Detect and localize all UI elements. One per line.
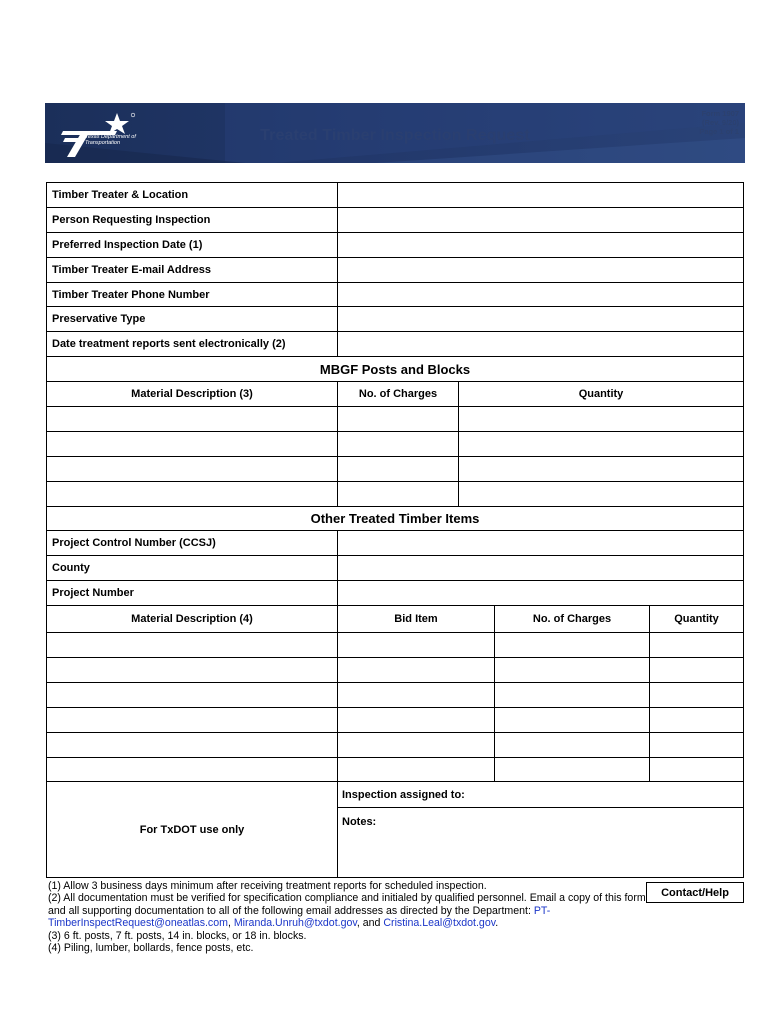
material-description-input[interactable] — [47, 633, 337, 657]
other-column-headers — [47, 606, 743, 633]
footnote-4: (4) Piling, lumber, bollards, fence posts, etc. — [48, 942, 254, 955]
email-link-oneatlas[interactable]: PT-TimberInspectRequest@oneatlas.com — [48, 904, 551, 930]
contact-help-button[interactable]: Contact/Help — [646, 882, 744, 903]
charges-input[interactable] — [337, 482, 458, 506]
charges-input[interactable] — [494, 758, 649, 782]
field-row-reports-date — [47, 332, 743, 357]
material-description-input[interactable] — [47, 708, 337, 732]
material-description-input[interactable] — [47, 683, 337, 707]
table-row — [47, 432, 743, 457]
quantity-input[interactable] — [458, 457, 743, 481]
inspection-date-input[interactable] — [337, 233, 743, 257]
charges-input[interactable] — [337, 407, 458, 431]
quantity-input[interactable] — [649, 633, 743, 657]
column-header: Quantity — [458, 382, 743, 406]
quantity-input[interactable] — [649, 658, 743, 682]
field-label: Project Number — [52, 587, 134, 600]
table-row — [47, 683, 743, 708]
field-label: Person Requesting Inspection — [52, 213, 211, 226]
reports-date-input[interactable] — [337, 332, 743, 356]
material-description-input[interactable] — [47, 432, 337, 456]
inspection-assigned-label: Inspection assigned to: — [342, 788, 465, 801]
email-link-unruh[interactable]: Miranda.Unruh@txdot.gov — [233, 917, 357, 930]
footnote-2 — [48, 892, 648, 929]
section-header-other — [47, 507, 743, 532]
field-row-person-requesting — [47, 208, 743, 233]
table-row — [47, 658, 743, 683]
quantity-input[interactable] — [458, 482, 743, 506]
field-row-email — [47, 258, 743, 283]
txdot-use-label: For TxDOT use only — [139, 823, 245, 836]
header-banner — [45, 103, 745, 163]
section-title: MBGF Posts and Blocks — [319, 361, 471, 377]
form-revision: (Rev. 9/20) — [702, 118, 739, 127]
county-input[interactable] — [337, 556, 743, 580]
table-row — [47, 482, 743, 507]
table-row — [47, 633, 743, 658]
table-row — [47, 407, 743, 432]
charges-input[interactable] — [494, 658, 649, 682]
quantity-input[interactable] — [649, 733, 743, 757]
charges-input[interactable] — [494, 708, 649, 732]
table-row — [47, 457, 743, 482]
material-description-input[interactable] — [47, 758, 337, 782]
material-description-input[interactable] — [47, 733, 337, 757]
form-number-block — [659, 109, 739, 136]
person-requesting-input[interactable] — [337, 208, 743, 232]
separator: , and — [356, 917, 384, 930]
ccsj-input[interactable] — [337, 531, 743, 555]
bid-item-input[interactable] — [337, 683, 494, 707]
notes-field[interactable] — [338, 808, 743, 828]
form-number: Form 1907 — [701, 109, 739, 118]
column-header: Bid Item — [337, 606, 494, 632]
table-row — [47, 708, 743, 733]
footnotes — [48, 880, 648, 954]
field-label: Preservative Type — [52, 313, 146, 326]
quantity-input[interactable] — [649, 683, 743, 707]
section-title: Other Treated Timber Items — [310, 511, 480, 527]
charges-input[interactable] — [494, 683, 649, 707]
footnote-1: (1) Allow 3 business days minimum after receiving treatment reports for scheduled inspection. — [48, 880, 487, 892]
timber-treater-input[interactable] — [337, 183, 743, 207]
bid-item-input[interactable] — [337, 708, 494, 732]
material-description-input[interactable] — [47, 658, 337, 682]
inspection-form — [46, 182, 744, 878]
field-row-timber-treater — [47, 183, 743, 208]
field-label: Timber Treater E-mail Address — [52, 263, 211, 276]
quantity-input[interactable] — [649, 708, 743, 732]
quantity-input[interactable] — [458, 407, 743, 431]
charges-input[interactable] — [494, 733, 649, 757]
field-row-inspection-date — [47, 233, 743, 258]
field-label: Preferred Inspection Date (1) — [52, 238, 203, 251]
bid-item-input[interactable] — [337, 633, 494, 657]
field-label: Project Control Number (CCSJ) — [52, 537, 216, 550]
material-description-input[interactable] — [47, 482, 337, 506]
column-header: Quantity — [649, 606, 743, 632]
quantity-input[interactable] — [458, 432, 743, 456]
phone-field[interactable] — [337, 283, 743, 307]
field-label: Timber Treater Phone Number — [52, 288, 210, 301]
txdot-use-section — [47, 782, 743, 877]
field-row-project-number — [47, 581, 743, 606]
field-label: Timber Treater & Location — [52, 188, 189, 201]
field-label: Date treatment reports sent electronically (2) — [52, 338, 286, 351]
mbgf-column-headers — [47, 382, 743, 407]
field-row-ccsj — [47, 531, 743, 556]
section-header-mbgf — [47, 357, 743, 382]
bid-item-input[interactable] — [337, 758, 494, 782]
material-description-input[interactable] — [47, 457, 337, 481]
page-title: Treated Timber Inspection Request — [260, 127, 530, 144]
inspection-assigned-field[interactable] — [338, 782, 743, 808]
page-indicator: Page 1 of 1 — [699, 127, 739, 136]
column-header: No. of Charges — [494, 606, 649, 632]
field-row-phone — [47, 283, 743, 308]
charges-input[interactable] — [337, 432, 458, 456]
preservative-input[interactable] — [337, 307, 743, 331]
notes-label: Notes: — [342, 816, 377, 829]
logo-text: Texas Department of Transportation — [85, 134, 136, 146]
field-row-preservative — [47, 307, 743, 332]
bid-item-input[interactable] — [337, 658, 494, 682]
material-description-input[interactable] — [47, 407, 337, 431]
charges-input[interactable] — [337, 457, 458, 481]
footnote-3: (3) 6 ft. posts, 7 ft. posts, 14 in. blocks, or 18 in. blocks. — [48, 929, 307, 942]
column-header: Material Description (4) — [131, 613, 253, 626]
footnote-2-text: (2) All documentation must be verified for specification compliance and initialed by qualified personnel. Email a copy of this form and all supporting documentation to all of the following email addresses as directed by the Department: — [48, 892, 646, 917]
table-row — [47, 733, 743, 758]
charges-input[interactable] — [494, 633, 649, 657]
table-row — [47, 758, 743, 783]
field-row-county — [47, 556, 743, 581]
project-number-input[interactable] — [337, 581, 743, 605]
field-label: County — [52, 562, 90, 575]
bid-item-input[interactable] — [337, 733, 494, 757]
email-field[interactable] — [337, 258, 743, 282]
column-header: Material Description (3) — [131, 388, 253, 401]
txdot-use-fields — [337, 782, 743, 877]
column-header: No. of Charges — [337, 382, 458, 406]
separator: , — [227, 917, 234, 930]
quantity-input[interactable] — [649, 758, 743, 782]
period: . — [495, 917, 499, 930]
email-link-leal[interactable]: Cristina.Leal@txdot.gov — [383, 917, 496, 930]
